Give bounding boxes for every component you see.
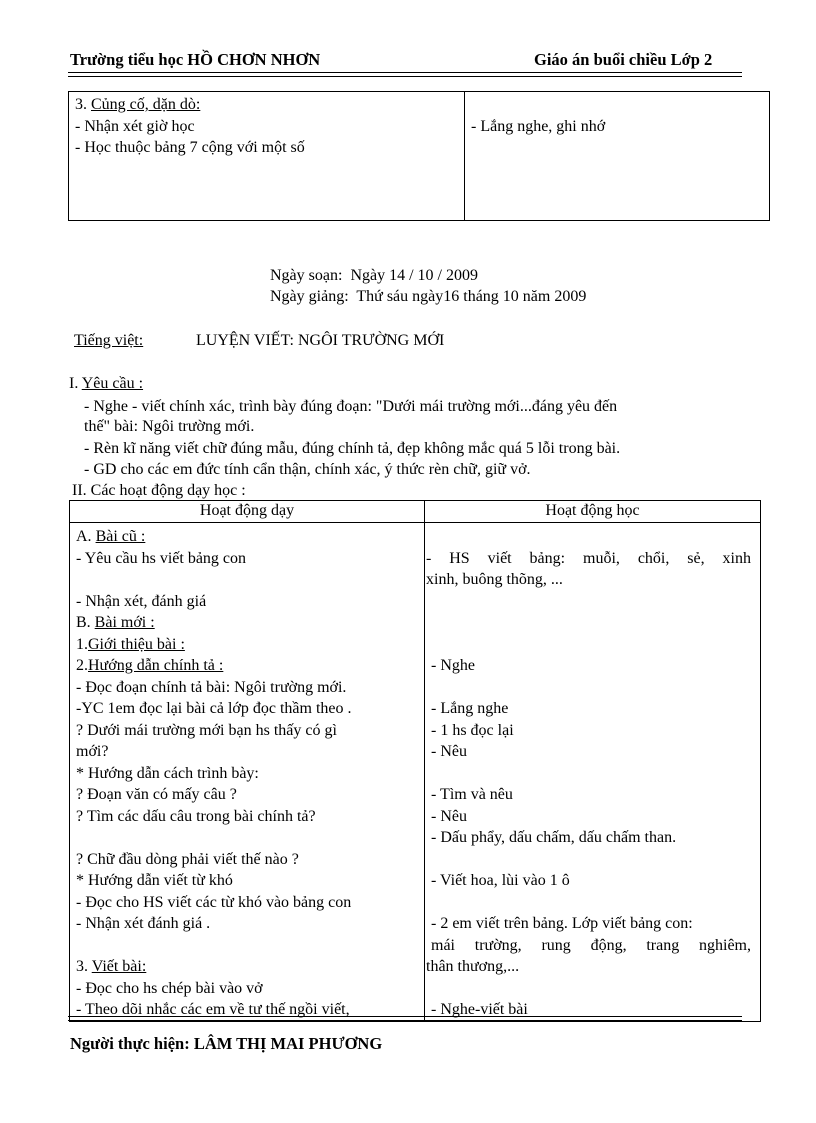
requirement-line-3: - Rèn kĩ năng viết chữ đúng mẫu, đúng chính tả, đẹp không mắc quá 5 lỗi trong bài.: [84, 440, 621, 457]
guide-heading: 2.Hướng dẫn chính tả :: [76, 657, 224, 674]
spacer: [426, 591, 751, 613]
student-line: - Nghe: [431, 657, 475, 674]
requirements-heading: I. Yêu cầu :: [69, 375, 144, 392]
requirement-line-4: - GD cho các em đức tính cẩn thận, chính xác, ý thức rèn chữ, giữ vở.: [84, 461, 531, 478]
spacer: [426, 612, 751, 634]
teacher-line: -YC 1em đọc lại bài cả lớp đọc thầm theo .: [76, 700, 352, 717]
teacher-line: - Đọc cho HS viết các từ khó vào bảng con: [76, 893, 352, 911]
spacer: [76, 569, 418, 591]
spacer: [426, 892, 751, 914]
teach-date: Ngày giảng: Thứ sáu ngày16 tháng 10 năm 2009: [270, 288, 587, 305]
document-title: Giáo án buổi chiều Lớp 2: [534, 50, 713, 69]
col-student-header: Hoạt động học: [425, 501, 761, 523]
col-teacher-header: Hoạt động dạy: [70, 501, 425, 523]
teacher-name: Người thực hiện: LÂM THỊ MAI PHƯƠNG: [70, 1034, 383, 1053]
spacer: [426, 526, 751, 548]
closing-student-cell: [465, 92, 770, 221]
teacher-line: mới?: [76, 743, 109, 760]
header-rule-bottom: [68, 76, 742, 77]
student-line: - HS viết bảng: muỗi, chổi, sẻ, xinh: [426, 549, 751, 567]
student-line: thân thương,...: [426, 958, 520, 975]
teacher-line: ? Tìm các dấu câu trong bài chính tả?: [76, 807, 316, 825]
intro-heading: 1.Giới thiệu bài :: [76, 635, 185, 653]
teacher-line: - Nhận xét, đánh giá: [76, 592, 207, 610]
teacher-line: * Hướng dẫn cách trình bày:: [76, 764, 259, 782]
lesson-title: LUYỆN VIẾT: NGÔI TRƯỜNG MỚI: [196, 332, 445, 349]
writing-heading: 3. Viết bài:: [76, 958, 147, 975]
closing-student-text: - Lắng nghe, ghi nhớ: [471, 118, 606, 135]
activities-table: [69, 500, 761, 1022]
student-line: - Dấu phẩy, dấu chấm, dấu chấm than.: [431, 829, 677, 846]
requirement-line-2: thế" bài: Ngôi trường mới.: [84, 418, 255, 435]
teacher-activities-cell: [70, 523, 425, 1022]
teacher-line: - Nhận xét đánh giá .: [76, 915, 211, 932]
footer-rule-bottom: [68, 1020, 742, 1021]
teacher-line: * Hướng dẫn viết từ khó: [76, 872, 233, 889]
school-name: Trường tiểu học HỒ CHƠN NHƠN: [70, 50, 321, 69]
spacer: [426, 763, 751, 785]
teacher-line: - Yêu cầu hs viết bảng con: [76, 549, 247, 567]
footer-rule-top: [68, 1016, 742, 1017]
old-lesson-heading: A. Bài cũ :: [76, 528, 146, 545]
spacer: [426, 849, 751, 871]
spacer: [426, 634, 751, 656]
student-line: xinh, buông thõng, ...: [426, 571, 563, 588]
teacher-line: ? Đoạn văn có mấy câu ?: [76, 786, 237, 803]
closing-teacher-cell: [69, 92, 465, 221]
teacher-line: - Đọc đoạn chính tả bài: Ngôi trường mới.: [76, 678, 347, 696]
closing-table: [68, 91, 770, 221]
student-line: - 2 em viết trên bảng. Lớp viết bảng con:: [431, 915, 693, 932]
student-line: - Nêu: [431, 743, 467, 760]
closing-line-1: - Nhận xét giờ học: [75, 117, 195, 135]
new-lesson-heading: B. Bài mới :: [76, 614, 155, 631]
spacer: [76, 935, 418, 957]
spacer: [426, 978, 751, 1000]
teacher-line: ? Chữ đầu dòng phải viết thế nào ?: [76, 850, 299, 868]
spacer: [426, 677, 751, 699]
teacher-line: ? Dưới mái trường mới bạn hs thấy có gì: [76, 721, 337, 739]
student-line: - Nghe-viết bài: [431, 1001, 528, 1018]
closing-heading: 3. Củng cố, dặn dò:: [75, 96, 201, 113]
student-line: - Lắng nghe: [431, 700, 509, 717]
student-line: - Viết hoa, lùi vào 1 ô: [431, 872, 570, 889]
student-activities-cell: [425, 523, 761, 1022]
student-line: - Tìm và nêu: [431, 786, 513, 803]
header-rule-top: [68, 72, 742, 73]
spacer: [76, 827, 418, 849]
subject-label: Tiếng việt:: [74, 332, 144, 349]
prep-date: Ngày soạn: Ngày 14 / 10 / 2009: [270, 267, 478, 284]
requirement-line-1: - Nghe - viết chính xác, trình bày đúng đoạn: "Dưới mái trường mới...đáng yêu đến: [84, 398, 618, 415]
teacher-line: - Theo dõi nhắc các em về tư thế ngồi viết,: [76, 1001, 350, 1018]
student-line: - 1 hs đọc lại: [431, 721, 514, 739]
teacher-line: - Đọc cho hs chép bài vào vở: [76, 979, 263, 997]
student-line: - Nêu: [431, 807, 467, 825]
activities-heading: II. Các hoạt động dạy học :: [72, 482, 246, 499]
student-line: mái trường, rung động, trang nghiêm,: [431, 936, 751, 954]
closing-line-2: - Học thuộc bảng 7 cộng với một số: [75, 139, 305, 156]
